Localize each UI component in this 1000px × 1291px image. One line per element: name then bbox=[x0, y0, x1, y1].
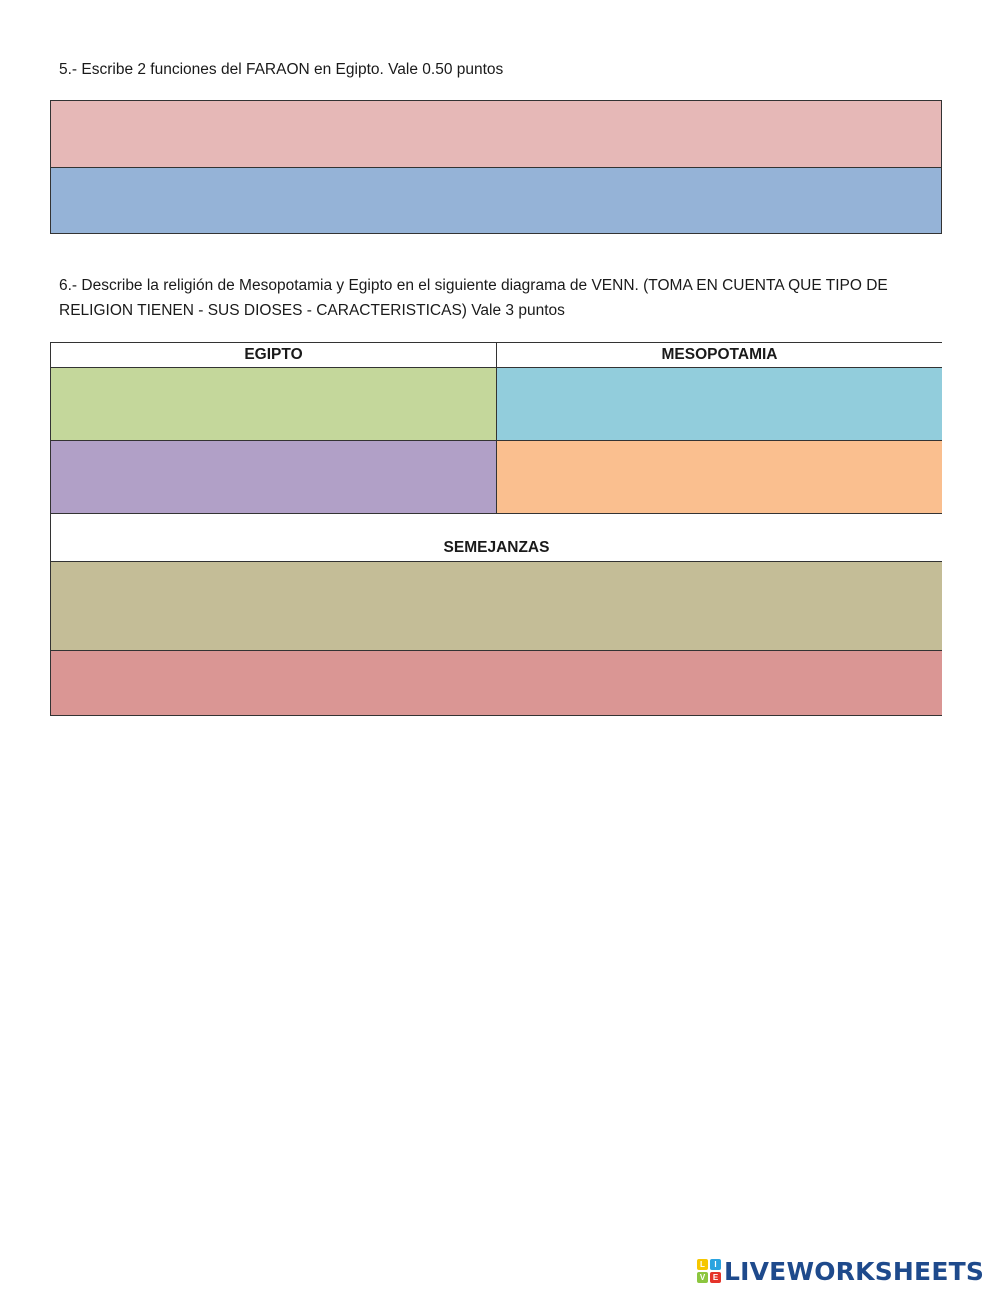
header-semejanzas: SEMEJANZAS bbox=[51, 514, 942, 562]
venn-table bbox=[50, 342, 942, 716]
question-6-line-2: RELIGION TIENEN - SUS DIOSES - CARACTERISTICAS) Vale 3 puntos bbox=[59, 302, 565, 319]
liveworksheets-logo bbox=[697, 1256, 984, 1286]
answer-field-egipto-2[interactable] bbox=[51, 441, 497, 514]
answer-field-mesopotamia-2[interactable] bbox=[497, 441, 942, 514]
logo-block: V bbox=[697, 1272, 708, 1283]
answer-field-egipto-1[interactable] bbox=[51, 368, 497, 441]
question-6-line-1: 6.- Describe la religión de Mesopotamia y Egipto en el siguiente diagrama de VENN. (TOMA EN CUENTA QUE TIPO DE bbox=[59, 277, 888, 294]
logo-text: LIVEWORKSHEETS bbox=[724, 1256, 985, 1286]
header-egipto: EGIPTO bbox=[51, 343, 497, 368]
logo-block: I bbox=[710, 1259, 721, 1270]
question-5-text: 5.- Escribe 2 funciones del FARAON en Egipto. Vale 0.50 puntos bbox=[59, 61, 504, 78]
logo-block: L bbox=[697, 1259, 708, 1270]
header-mesopotamia: MESOPOTAMIA bbox=[497, 343, 942, 368]
question-6-text bbox=[59, 273, 929, 323]
answer-field-semejanzas-1[interactable] bbox=[51, 562, 942, 651]
answer-field-farao-2[interactable] bbox=[50, 167, 942, 234]
logo-blocks-icon bbox=[697, 1259, 721, 1283]
answer-field-farao-1[interactable] bbox=[50, 100, 942, 168]
answer-field-mesopotamia-1[interactable] bbox=[497, 368, 942, 441]
logo-block: E bbox=[710, 1272, 721, 1283]
answer-field-semejanzas-2[interactable] bbox=[51, 651, 942, 715]
